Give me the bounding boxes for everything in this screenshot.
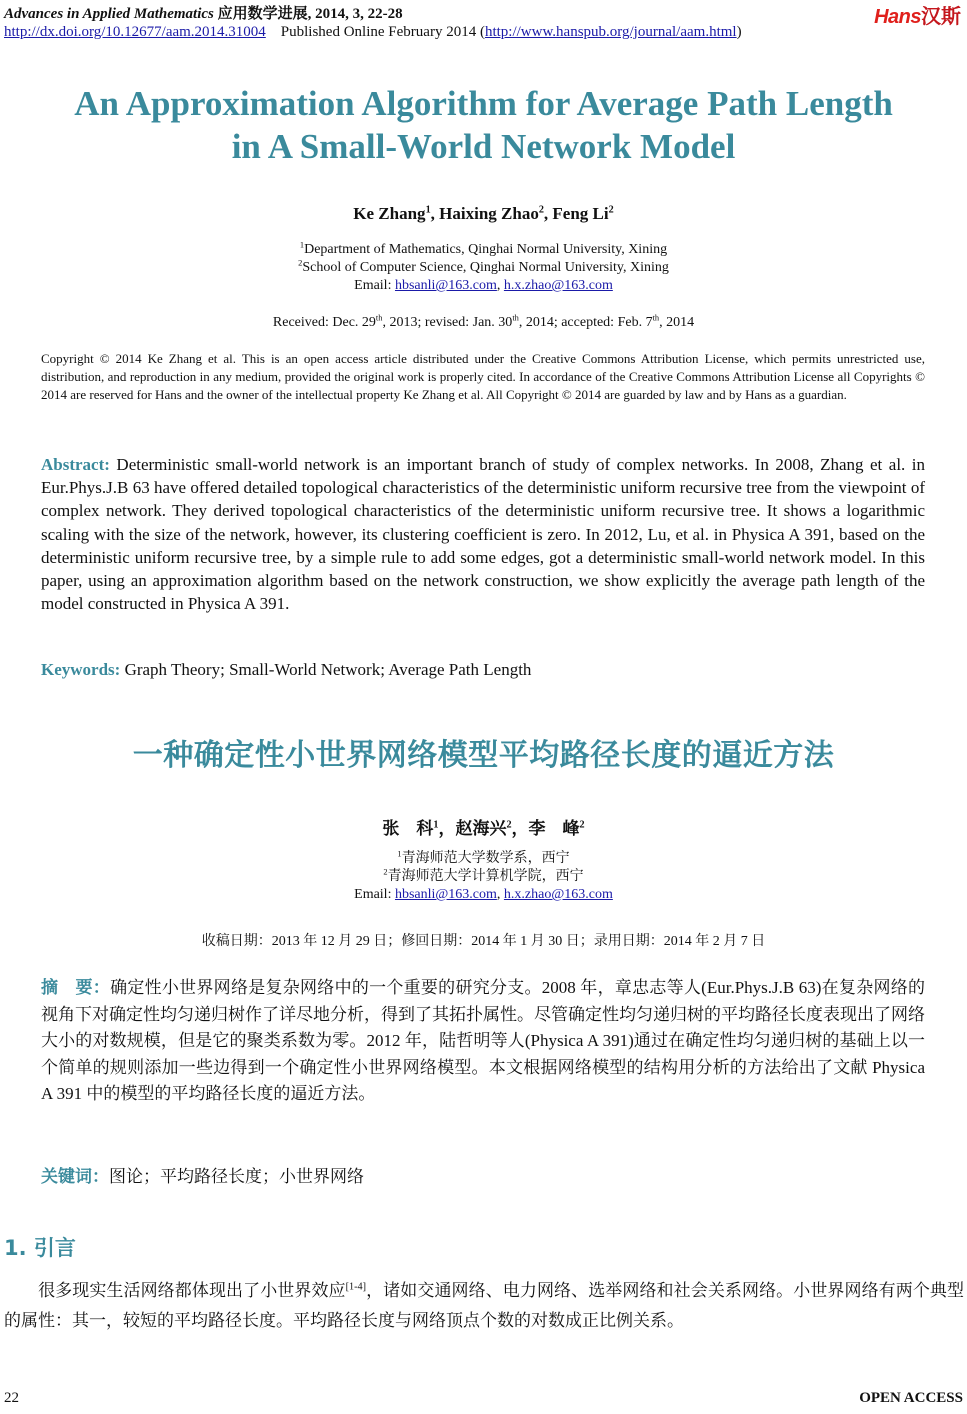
affiliation-number: 2 (383, 867, 388, 877)
affiliation-text: 青海师范大学数学系，西宁 (401, 851, 570, 866)
doi-link[interactable]: http://dx.doi.org/10.12677/aam.2014.31004 (4, 24, 266, 40)
ordinal: th (652, 313, 660, 323)
doi-line (4, 24, 742, 41)
separator: , (543, 204, 553, 223)
email-label: Email: (354, 278, 395, 293)
journal-header (4, 2, 403, 23)
title-line-1: An Approximation Algorithm for Average Path Length (74, 84, 893, 123)
affiliation (0, 259, 967, 277)
paragraph-text: 很多现实生活网络都体现出了小世界效应 (38, 1281, 346, 1300)
email-label: Email: (354, 887, 395, 902)
author (353, 204, 439, 223)
keywords-text-cn: 图论；平均路径长度；小世界网络 (109, 1167, 364, 1186)
affiliation-number: 1 (299, 240, 305, 250)
copyright-notice: Copyright © 2014 Ke Zhang et al. This is an open access article distributed under the Creative Commons Attribution License, which permits unrestricted use, distribution, and reproduction in any medium, provided the original work is properly cited. In accordance of the Creative Commons Attribution License all Copyrights © 2014 are reserved for Hans and the owner of the intellectual property Ke Zhang et al. All Copyright © 2014 are guarded by law and by Hans as a guardian. (41, 351, 925, 402)
affiliation-marker: 2 (579, 819, 585, 831)
paragraph-text: ，诸如交通网络、电力网络、选举网络和社会关系网络。小世界网络有两个典型的属性：其一，较短的平均路径长度。平均路径长度与网络顶点个数的对数成正比例关系。 (4, 1281, 965, 1330)
ordinal: th (512, 313, 519, 323)
journal-name: Advances in Applied Mathematics (4, 6, 214, 22)
affiliation-marker: 2 (608, 204, 614, 216)
section-title: 引言 (33, 1236, 76, 1260)
abstract-cn (41, 975, 925, 1108)
journal-info-cn: 应用数学进展, 2014, 3, 22-28 (217, 6, 403, 22)
author-name: Ke Zhang (353, 204, 426, 223)
page-number: 22 (4, 1390, 19, 1406)
dates-en (0, 315, 967, 331)
email-line: Email: hbsanli@163.com, h.x.zhao@163.com (354, 278, 613, 293)
affiliations-en (0, 241, 967, 295)
section-number: 1. (4, 1236, 27, 1260)
abstract-label: Abstract: (41, 455, 110, 474)
intro-paragraph (4, 1276, 964, 1336)
citation-ref[interactable]: [1-4] (345, 1281, 367, 1293)
open-access-label: OPEN ACCESS (859, 1390, 963, 1406)
accepted-date: , 2014; accepted: Feb. 7 (518, 315, 653, 330)
affiliation-text: Department of Mathematics, Qinghai Normal University, Xining (304, 242, 668, 257)
email-link[interactable]: hbsanli@163.com (394, 278, 497, 293)
received-date: Received: Dec. 29 (272, 315, 376, 330)
affiliation-marker: 2 (506, 819, 512, 831)
abstract-text: Deterministic small-world network is an important branch of study of complex networks. In 2008, Zhang et al. in Eur.Phys.J.B 63 have offered detailed topological characteristics of the deterministic uniform recursive tree from the viewpoint of complex network. They derived topological characteristics of the deterministic uniform recursive tree. It shows a logarithmic scaling with the size of the network, however, its clustering coefficient is zero. In 2012, Lu, et al. in Physica A 391, based on the deterministic uniform recursive tree, by a simple rule to add some edges, got a deterministic small-world network model. In this paper, using an approximation algorithm based on the network construction, we show explicitly the average path length of the model constructed in Physica A 391. (41, 455, 926, 614)
published-suffix: ) (736, 24, 742, 40)
author (439, 204, 552, 223)
journal-link[interactable]: http://www.hanspub.org/journal/aam.html (484, 24, 737, 40)
abstract-label-cn: 摘 要： (41, 978, 111, 997)
published-text: Published Online February 2014 ( (280, 24, 485, 40)
separator: ， (511, 819, 529, 838)
section-heading (4, 1232, 76, 1262)
email-link[interactable]: h.x.zhao@163.com (503, 887, 613, 902)
affiliations-cn (0, 850, 967, 904)
hans-logo (874, 0, 961, 29)
author-name: 李 峰 (528, 819, 580, 838)
affiliation-marker: 2 (538, 204, 544, 216)
logo-cn: 汉斯 (921, 6, 961, 28)
paper-title-en (0, 82, 967, 168)
affiliation-marker: 1 (425, 204, 431, 216)
authors-cn (0, 814, 967, 839)
separator: ， (438, 819, 456, 838)
affiliation-marker: 1 (433, 819, 439, 831)
paper-title-cn: 一种确定性小世界网络模型平均路径长度的逼近方法 (132, 738, 835, 773)
title-line-2: in A Small-World Network Model (231, 127, 736, 166)
keywords-label: Keywords: (41, 660, 121, 679)
ordinal: th (375, 313, 383, 323)
author-name: Feng Li (552, 204, 609, 223)
affiliation-text: 青海师范大学计算机学院，西宁 (387, 869, 584, 884)
authors-en (0, 204, 967, 224)
affiliation (0, 241, 967, 259)
dates-cn: 收稿日期：2013 年 12 月 29 日；修回日期：2014 年 1 月 30 日；录用日期：2014 年 2 月 7 日 (201, 934, 766, 949)
keywords-cn (41, 1162, 364, 1187)
separator: , (430, 204, 440, 223)
author-name: 张 科 (382, 819, 434, 838)
logo-latin: Hans (874, 6, 921, 28)
affiliation-number: 2 (298, 258, 303, 268)
keywords-text: Graph Theory; Small-World Network; Average Path Length (124, 660, 532, 679)
author-name: Haixing Zhao (439, 204, 539, 223)
keywords-label-cn: 关键词： (41, 1167, 109, 1186)
affiliation (0, 850, 967, 868)
author (552, 204, 613, 223)
keywords-en (41, 660, 925, 680)
abstract-en (41, 453, 925, 615)
affiliation-number: 1 (397, 849, 402, 859)
email-line: Email: hbsanli@163.com, h.x.zhao@163.com (354, 887, 613, 902)
revised-date: , 2013; revised: Jan. 30 (382, 315, 513, 330)
abstract-text-cn: 确定性小世界网络是复杂网络中的一个重要的研究分支。2008 年，章忠志等人(Eur.Phys.J.B 63)在复杂网络的视角下对确定性均匀递归树作了详尽地分析，得到了其拓扑属性。尽管确定性均匀递归树的平均路径长度表现出了网络大小的对数规模，但是它的聚类系数为零。2012 年，陆哲明等人(Physica A 391)通过在确定性均匀递归树的基础上以一个简单的规则添加一些边得到一个确定性小世界网络模型。本文根据网络模型的结构用分析的方法给出了文献 Physica A 391 中的模型的平均路径长度的逼近方法。 (41, 978, 926, 1103)
email-link[interactable]: hbsanli@163.com (394, 887, 497, 902)
affiliation (0, 868, 967, 886)
author-name: 赵海兴 (455, 819, 507, 838)
affiliation-text: School of Computer Science, Qinghai Normal University, Xining (302, 260, 669, 275)
email-link[interactable]: h.x.zhao@163.com (503, 278, 613, 293)
year: , 2014 (659, 315, 695, 330)
